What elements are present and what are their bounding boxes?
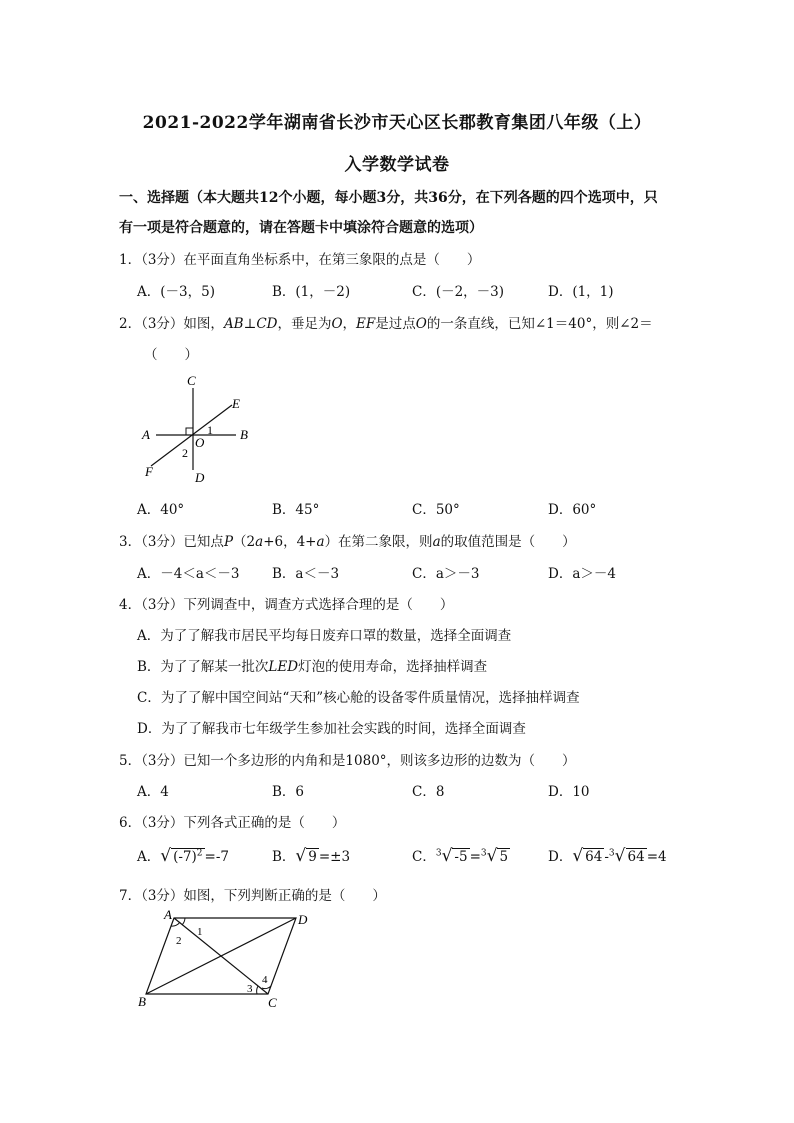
label-f: F <box>145 464 153 479</box>
q6-option-a-rest: =-7 <box>204 849 229 865</box>
q1-option-c: C．(－2，－3) <box>412 284 505 300</box>
radical-sign: √ <box>441 846 453 866</box>
question-5-stem: 5．（3分）已知一个多边形的内角和是1080°，则该多边形的边数为（ ） <box>119 753 576 769</box>
q4-option-d: D．为了了解我市七年级学生参加社会实践的时间，选择全面调查 <box>137 721 526 737</box>
q6-exponent: 2 <box>196 848 203 859</box>
q3-stem-text: 的取值范围是（ ） <box>440 534 576 550</box>
exam-title-line2: 入学数学试卷 <box>344 155 450 175</box>
label-e: E <box>232 396 240 411</box>
q6-option-a-label: A． <box>137 849 161 865</box>
q6-option-b-label: B． <box>272 849 296 865</box>
q1-option-d: D．(1，1) <box>548 284 614 300</box>
q3-var-a: a <box>255 534 264 550</box>
q2-option-b: B．45° <box>272 502 320 518</box>
label-a: A <box>142 427 150 442</box>
label-b: B <box>240 427 248 442</box>
label-o: O <box>195 435 205 450</box>
q3-stem-text: +6，4+ <box>263 534 317 550</box>
radical-sign: √ <box>486 846 498 866</box>
q6-minus: - <box>604 849 609 865</box>
angle-arc-3 <box>257 986 258 994</box>
angle-4-label: 4 <box>262 974 268 986</box>
q3-option-d: D．a＞－4 <box>548 566 616 582</box>
q6-radicand <box>171 848 204 865</box>
exam-title-line1: 2021-2022学年湖南省长沙市天心区长郡教育集团八年级（上） <box>142 113 652 133</box>
right-angle-mark <box>186 428 193 435</box>
q2-var-ef: EF <box>356 316 376 332</box>
q2-stem-text: 的一条直线，已知∠1＝40°，则∠2＝ <box>426 316 653 332</box>
q1-option-b: B．(1，－2) <box>272 284 351 300</box>
root-index: 3 <box>480 848 487 859</box>
q6-radicand: 5 <box>499 849 509 865</box>
q6-radicand: 64 <box>585 849 603 865</box>
q6-option-a <box>137 845 229 866</box>
q2-option-c: C．50° <box>412 502 460 518</box>
diagonal-bd <box>146 918 296 994</box>
root-index: 3 <box>608 848 615 859</box>
question-1-stem: 1．（3分）在平面直角坐标系中，在第三象限的点是（ ） <box>119 252 481 268</box>
q2-var-o: O <box>331 316 343 332</box>
q6-option-d-rest: =4 <box>646 849 667 865</box>
q2-stem-text: ， <box>342 316 357 332</box>
q6-equals: = <box>469 849 481 865</box>
q7-figure <box>134 906 324 1016</box>
angle-2-label: 2 <box>176 935 182 947</box>
q6-radicand: 64 <box>627 849 645 865</box>
q3-option-b: B．a＜－3 <box>272 566 340 582</box>
angle-3-label: 3 <box>247 983 253 995</box>
q2-stem-text: ，垂足为 <box>277 316 332 332</box>
q6-option-b <box>272 845 350 866</box>
q4-led: LED <box>268 659 299 675</box>
radical-sign: √ <box>614 846 626 866</box>
q6-option-d <box>548 845 667 866</box>
q3-stem-text: ）在第二象限，则 <box>324 534 433 550</box>
angle-1-label: 1 <box>207 423 213 437</box>
q2-perp: ⊥ <box>243 316 257 332</box>
q5-option-d: D．10 <box>548 784 590 800</box>
q3-stem-text: 3．（3分）已知点 <box>119 534 224 550</box>
label-b: B <box>138 994 146 1009</box>
label-d: D <box>298 912 308 927</box>
q3-var-a: a <box>432 534 441 550</box>
q3-var-a: a <box>316 534 325 550</box>
q3-option-c: C．a＞－3 <box>412 566 480 582</box>
label-a: A <box>164 907 172 922</box>
q4-option-b-text: B．为了了解某一批次 <box>137 659 269 675</box>
question-4-stem: 4．（3分）下列调查中，调查方式选择合理的是（ ） <box>119 597 454 613</box>
q2-var-cd: CD <box>256 316 278 332</box>
q3-option-a: A．－4＜a＜－3 <box>137 566 240 582</box>
radical-sign: √ <box>572 846 584 866</box>
q4-option-c: C．为了了解中国空间站“天和”核心舱的设备零件质量情况，选择抽样调查 <box>137 690 580 706</box>
question-3-stem <box>119 530 576 550</box>
q4-option-b-text: 灯泡的使用寿命，选择抽样调查 <box>298 659 488 675</box>
q4-option-a: A．为了了解我市居民平均每日废弃口罩的数量，选择全面调查 <box>137 628 512 644</box>
q6-radicand-text: (-7) <box>173 849 197 865</box>
angle-2-label: 2 <box>182 446 188 460</box>
q4-option-b <box>137 655 487 675</box>
q5-option-c: C．8 <box>412 784 445 800</box>
question-2-stem <box>119 312 653 332</box>
q6-radicand: 9 <box>308 849 317 865</box>
q2-stem-text: 2．（3分）如图， <box>119 316 224 332</box>
label-c: C <box>268 995 277 1010</box>
radical-sign: √ <box>295 846 307 866</box>
q6-option-c-label: C． <box>412 849 436 865</box>
q6-radicand: -5 <box>454 849 468 865</box>
section-heading: 一、选择题（本大题共12个小题，每小题3分，共36分，在下列各题的四个选项中，只 <box>119 190 658 206</box>
q2-figure <box>136 368 266 488</box>
q2-var-o: O <box>415 316 427 332</box>
q2-var-ab: AB <box>223 316 244 332</box>
root-index: 3 <box>435 848 442 859</box>
q3-stem-text: （2 <box>233 534 256 550</box>
q2-stem-text: 是过点 <box>375 316 416 332</box>
q5-option-b: B．6 <box>272 784 305 800</box>
q1-option-a: A．(－3，5) <box>137 284 215 300</box>
q2-option-a: A．40° <box>137 502 185 518</box>
question-6-stem: 6．（3分）下列各式正确的是（ ） <box>119 815 346 831</box>
q3-var-p: P <box>223 534 234 550</box>
q2-answer-bracket: （ ） <box>144 347 198 363</box>
section-heading-cont: 有一项是符合题意的，请在答题卡中填涂符合题意的选项） <box>119 220 483 236</box>
q6-option-d-label: D． <box>548 849 573 865</box>
label-c: C <box>187 373 196 388</box>
q6-option-b-rest: =±3 <box>318 849 351 865</box>
radical-sign: √ <box>160 846 172 866</box>
q5-option-a: A．4 <box>137 784 169 800</box>
q6-option-c <box>412 845 510 866</box>
angle-arc-1 <box>182 918 185 925</box>
angle-1-label: 1 <box>197 926 203 938</box>
label-d: D <box>195 470 205 485</box>
question-7-stem: 7．（3分）如图，下列判断正确的是（ ） <box>119 888 386 904</box>
q2-option-d: D．60° <box>548 502 597 518</box>
